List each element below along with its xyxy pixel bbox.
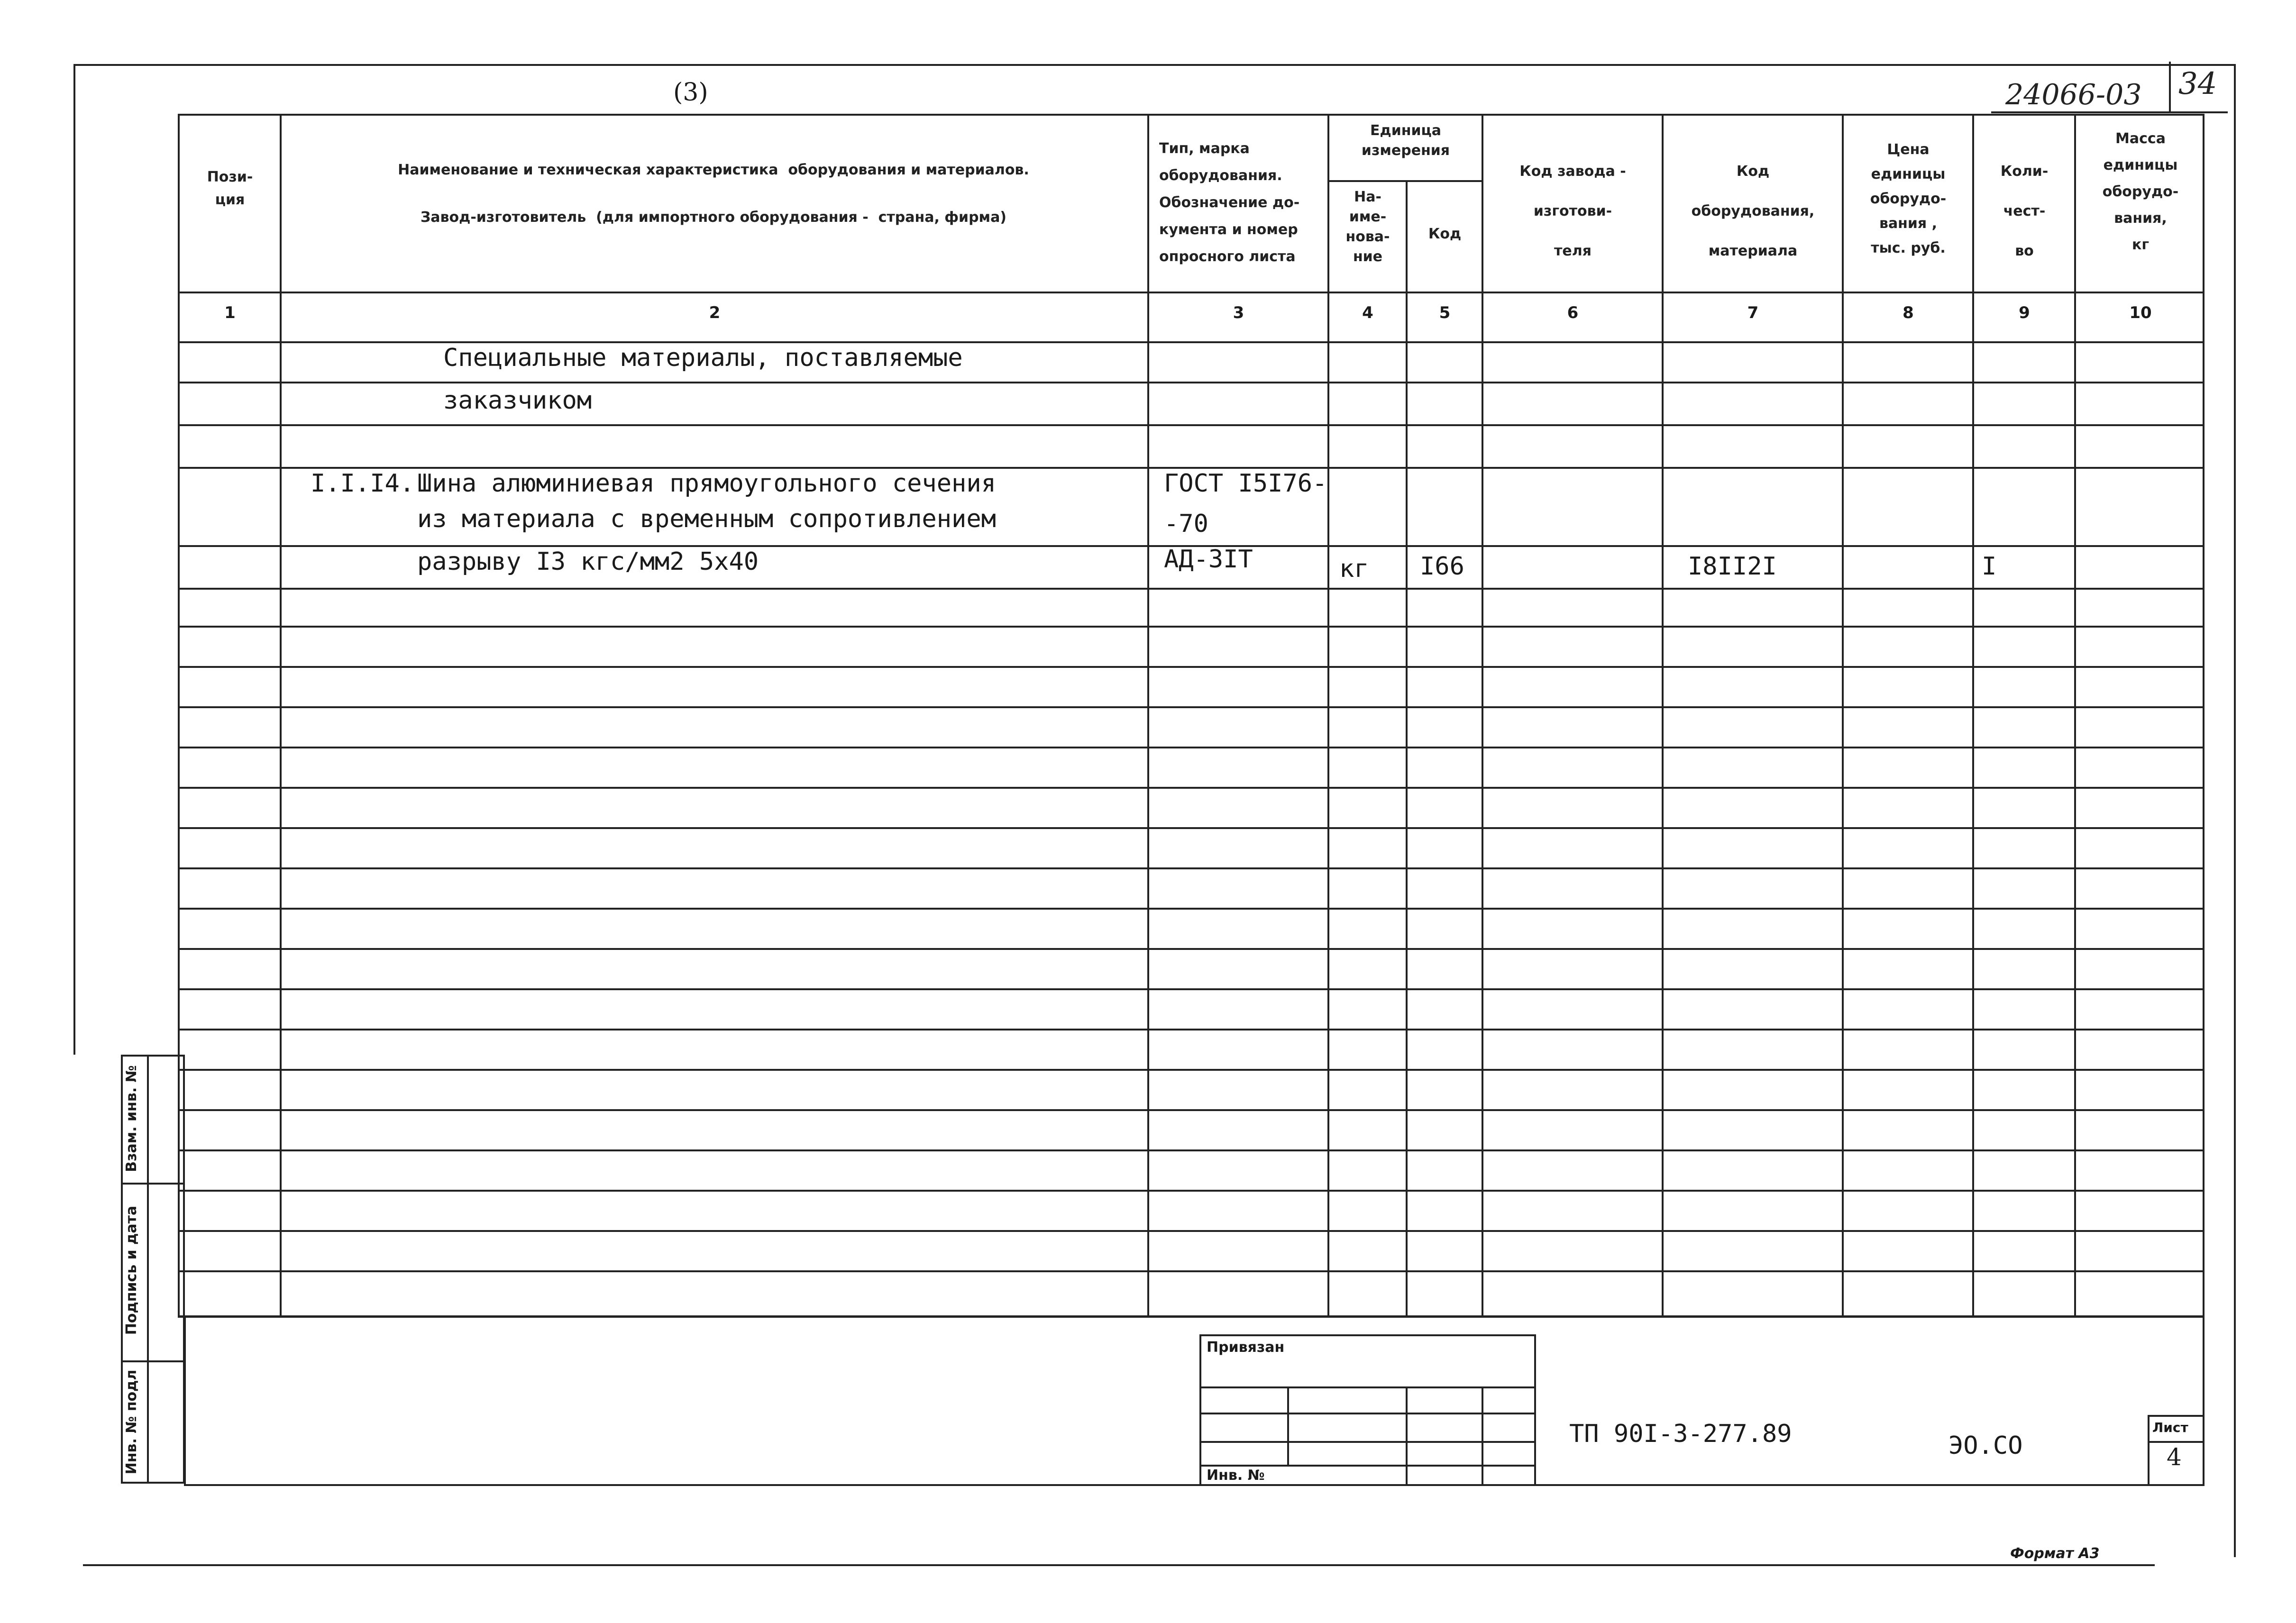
- item-equip-code: I8II2I: [1688, 552, 1777, 581]
- attached-line: [1199, 1386, 1536, 1388]
- row-line: [178, 1029, 2205, 1030]
- side-label-replace-inv: Взам. инв. №: [123, 1065, 140, 1172]
- row-line: [178, 1270, 2205, 1272]
- col-number: 7: [1747, 303, 1759, 322]
- sheet-border-top: [73, 64, 2235, 66]
- col-line: [1327, 114, 1329, 1318]
- row-line: [178, 626, 2205, 628]
- row-line: [178, 588, 2205, 590]
- item-name-line3: разрыву I3 кгс/мм2 5x40: [417, 547, 759, 576]
- attached-label: Привязан: [1207, 1339, 1285, 1356]
- top-center-label: (3): [673, 78, 708, 107]
- attached-col: [1482, 1386, 1483, 1486]
- attached-col: [1287, 1386, 1289, 1465]
- item-name-line1: Шина алюминиевая прямоугольного сечения: [417, 469, 996, 498]
- col-line: [2074, 114, 2076, 1318]
- col-line: [1842, 114, 1844, 1318]
- header-maker-code: Код завода - изготови- теля: [1519, 163, 1626, 259]
- attached-line: [1199, 1441, 1536, 1443]
- col-line: [1662, 114, 1664, 1318]
- header-unit: Единица измерения: [1361, 122, 1450, 159]
- row-line: [178, 988, 2205, 990]
- header-equip-code: Код оборудования, материала: [1691, 163, 1815, 259]
- header-price: Цена единицы оборудо- вания , тыс. руб.: [1870, 141, 1947, 256]
- header-unit-name: На- име- нова- ние: [1345, 189, 1390, 265]
- row-line: [178, 424, 2205, 426]
- header-mass: Масса единицы оборудо- вания, кг: [2102, 130, 2179, 253]
- code-underline: [1991, 111, 2171, 113]
- header-type: Тип, марка оборудования. Обозначение до- кумента и номер опросного листа: [1159, 140, 1300, 265]
- row-line: [178, 1149, 2205, 1151]
- inv-label: Инв. №: [1207, 1467, 1265, 1484]
- stamp-block: [184, 1315, 2205, 1486]
- doc-number: ТП 90I-3-277.89: [1569, 1420, 1792, 1448]
- side-label-inv-original: Инв. № подл: [123, 1369, 140, 1475]
- item-unit-code: I66: [1420, 552, 1464, 581]
- item-position: I.I.I4.: [311, 469, 415, 498]
- item-type-line3: АД-3IТ: [1164, 545, 1253, 574]
- row-line: [178, 948, 2205, 950]
- attached-col: [1406, 1386, 1408, 1486]
- item-type-line2: -70: [1164, 510, 1208, 538]
- row-line: [178, 1069, 2205, 1071]
- section-title-line1: Специальные материалы, поставляемые: [443, 344, 963, 372]
- col-number: 4: [1362, 303, 1373, 322]
- side-label-signature-date: Подпись и дата: [123, 1205, 140, 1335]
- sheet-number: 4: [2167, 1443, 2182, 1471]
- col-number: 10: [2129, 303, 2152, 322]
- header-unit-code: Код: [1428, 226, 1462, 242]
- row-line: [178, 787, 2205, 789]
- format-label: Формат А3: [2010, 1545, 2100, 1562]
- col-line: [1972, 114, 1974, 1318]
- col-line: [280, 114, 282, 1318]
- row-line: [178, 908, 2205, 910]
- row-line: [178, 747, 2205, 748]
- header-bottom-line: [178, 292, 2205, 293]
- spec-table: [178, 114, 2205, 1318]
- item-unit-name: кг: [1339, 555, 1369, 583]
- header-name-line2: Завод-изготовитель (для импортного оборудования - страна, фирма): [420, 209, 1007, 226]
- row-line: [178, 706, 2205, 708]
- attached-line: [1199, 1465, 1536, 1467]
- unit-subheader-line: [1327, 180, 1482, 182]
- item-type-line1: ГОСТ I5I76-: [1164, 469, 1327, 498]
- row-line: [178, 666, 2205, 668]
- numbers-row-bottom-line: [178, 341, 2205, 343]
- attached-block: [1199, 1334, 1536, 1486]
- col-number: 9: [2019, 303, 2030, 322]
- sheet-label: Лист: [2152, 1420, 2188, 1435]
- item-qty: I: [1982, 552, 1997, 581]
- col-number: 6: [1567, 303, 1579, 322]
- sheet-border-right: [2234, 64, 2236, 1557]
- sheet-border-left: [73, 64, 75, 1055]
- col-line: [1147, 114, 1149, 1318]
- sheet-number-line: [2148, 1441, 2205, 1443]
- side-strip-line: [121, 1360, 185, 1362]
- header-name-line1: Наименование и техническая характеристика оборудования и материалов.: [398, 162, 1029, 178]
- sheet-border-bottom: [83, 1564, 2155, 1566]
- header-position: Пози- ция: [207, 169, 253, 208]
- col-number: 5: [1439, 303, 1451, 322]
- handwritten-page-number: 34: [2178, 66, 2217, 101]
- row-line: [178, 1190, 2205, 1192]
- col-number: 3: [1233, 303, 1244, 322]
- row-line: [178, 1109, 2205, 1111]
- col-number: 1: [224, 303, 236, 322]
- col-number: 2: [709, 303, 721, 322]
- row-line: [178, 1230, 2205, 1232]
- section-title-line2: заказчиком: [443, 386, 592, 415]
- side-strip-divider: [147, 1055, 149, 1484]
- col-line: [1482, 114, 1483, 1318]
- row-line: [178, 827, 2205, 829]
- row-line: [178, 382, 2205, 383]
- attached-line: [1199, 1413, 1536, 1414]
- row-line: [178, 867, 2205, 869]
- col-number: 8: [1903, 303, 1914, 322]
- handwritten-code: 24066-03: [2005, 78, 2142, 111]
- header-qty: Коли- чест- во: [2000, 163, 2049, 259]
- doc-code: ЭО.СО: [1948, 1432, 2023, 1460]
- item-name-line2: из материала с временным сопротивлением: [417, 505, 996, 533]
- side-strip-line: [121, 1183, 185, 1185]
- col-line: [1406, 180, 1408, 1318]
- row-line: [178, 467, 2205, 469]
